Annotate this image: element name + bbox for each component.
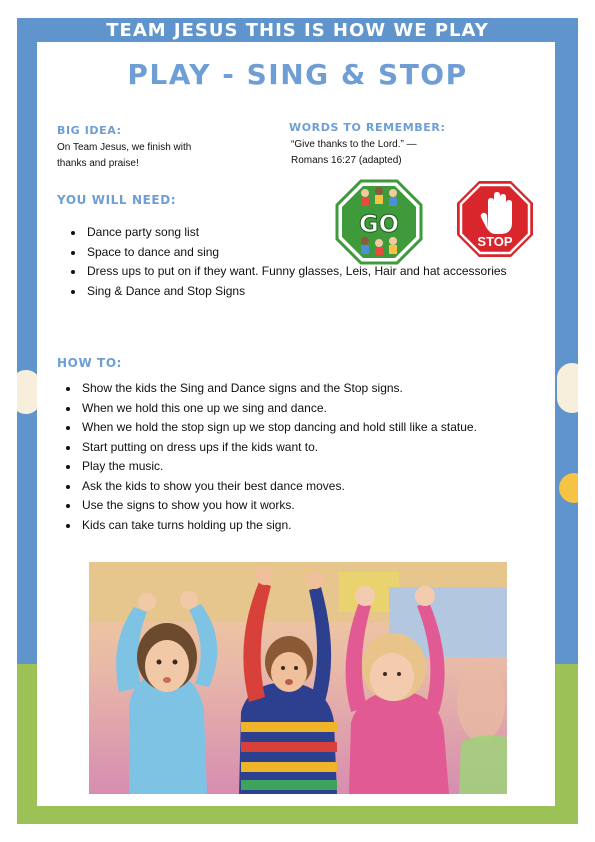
list-item: • Dress ups to put on if they want. Funny glasses, Leis, Hair and hat accessories (85, 262, 507, 282)
list-item: • Show the kids the Sing and Dance signs and the Stop signs. (80, 379, 477, 399)
list-item: • Dance party song list (85, 223, 507, 243)
instructions-list (60, 379, 477, 535)
words-to-remember-heading: WORDS TO REMEMBER: (289, 121, 446, 134)
photo-illustration (89, 562, 507, 794)
memory-verse (291, 137, 417, 169)
cloud-right (557, 363, 578, 413)
memory-verse-line: “Give thanks to the Lord.” — (291, 139, 417, 150)
list-item: • When we hold the stop sign up we stop dancing and hold still like a statue. (80, 418, 477, 438)
kids-dancing-photo (89, 562, 507, 794)
supplies-list (65, 223, 507, 301)
stop-sign-text: STOP (477, 234, 513, 249)
you-will-need-heading: YOU WILL NEED: (57, 193, 177, 207)
sun-decoration (559, 473, 578, 503)
how-to-heading: HOW TO: (57, 356, 123, 370)
big-idea-text (57, 140, 191, 172)
memory-verse-line: Romans 16:27 (adapted) (291, 155, 402, 166)
list-item: • Kids can take turns holding up the sign. (80, 516, 477, 536)
series-title: TEAM JESUS THIS IS HOW WE PLAY (106, 20, 489, 41)
big-idea-line: On Team Jesus, we finish with (57, 142, 192, 153)
list-item: • When we hold this one up we sing and dance. (80, 399, 477, 419)
big-idea-heading: BIG IDEA: (57, 124, 122, 137)
big-idea-line: thanks and praise! (57, 158, 139, 169)
go-sign-text: GO (358, 210, 400, 238)
page-title: PLAY - SING & STOP (127, 58, 468, 91)
list-item: • Sing & Dance and Stop Signs (85, 282, 507, 302)
list-item: • Start putting on dress ups if the kids want to. (80, 438, 477, 458)
list-item: • Use the signs to show you how it works. (80, 496, 477, 516)
list-item: • Ask the kids to show you their best dance moves. (80, 477, 477, 497)
stop-sign-icon (455, 179, 535, 259)
list-item: • Space to dance and sing (85, 243, 507, 263)
list-item: • Play the music. (80, 457, 477, 477)
go-sign-icon (335, 179, 423, 265)
